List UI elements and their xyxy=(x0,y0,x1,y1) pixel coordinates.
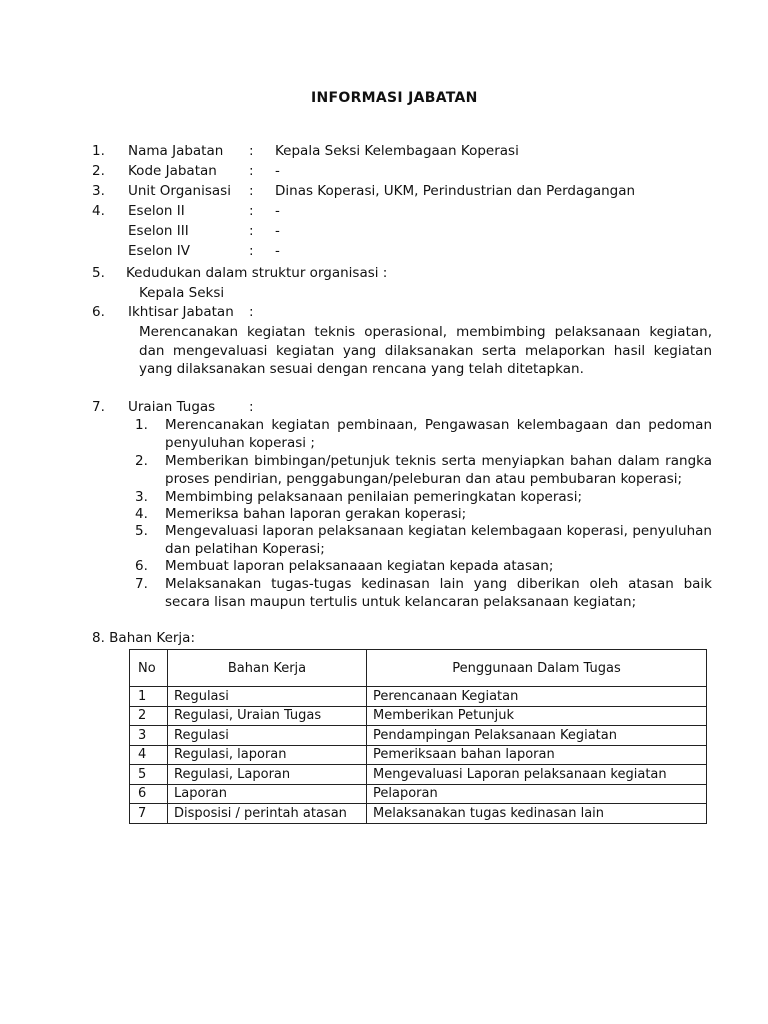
task-text: Memberikan bimbingan/petunjuk teknis serta menyiapkan bahan dalam rangka proses pendirian, penggabungan/peleburan dan atau pembubaran koperasi; xyxy=(165,453,712,487)
identity-value: - xyxy=(275,243,280,259)
identity-value: - xyxy=(275,223,280,239)
identity-num: 4. xyxy=(92,203,105,219)
cell-bahan: Laporan xyxy=(168,784,367,804)
cell-no: 1 xyxy=(130,687,168,707)
page-title: INFORMASI JABATAN xyxy=(311,90,478,106)
table-row xyxy=(130,706,707,726)
task-text: Membimbing pelaksanaan penilaian pemeringkatan koperasi; xyxy=(165,489,583,505)
task-num: 3. xyxy=(135,489,148,505)
table-row xyxy=(130,687,707,707)
ikhtisar-sep: : xyxy=(249,304,254,320)
cell-no: 7 xyxy=(130,804,168,824)
task-num: 6. xyxy=(135,558,148,574)
cell-penggunaan: Melaksanakan tugas kedinasan lain xyxy=(367,804,707,824)
uraian-sep: : xyxy=(249,399,254,415)
identity-value: - xyxy=(275,203,280,219)
header-bahan-kerja: Bahan Kerja xyxy=(168,650,367,687)
identity-value: Dinas Koperasi, UKM, Perindustrian dan Perdagangan xyxy=(275,183,636,199)
cell-no: 4 xyxy=(130,745,168,765)
identity-label: Nama Jabatan xyxy=(128,143,224,159)
cell-no: 5 xyxy=(130,765,168,785)
cell-penggunaan: Pemeriksaan bahan laporan xyxy=(367,745,707,765)
kedudukan-value: Kepala Seksi xyxy=(139,285,225,301)
cell-penggunaan: Pendampingan Pelaksanaan Kegiatan xyxy=(367,726,707,746)
cell-penggunaan: Mengevaluasi Laporan pelaksanaan kegiatan xyxy=(367,765,707,785)
task-num: 4. xyxy=(135,506,148,522)
cell-penggunaan: Pelaporan xyxy=(367,784,707,804)
identity-sep: : xyxy=(249,143,254,159)
identity-num: 3. xyxy=(92,183,105,199)
identity-sep: : xyxy=(249,203,254,219)
identity-label: Kode Jabatan xyxy=(128,163,217,179)
task-text: Membuat laporan pelaksanaaan kegiatan kepada atasan; xyxy=(165,558,554,574)
identity-label: Eselon II xyxy=(128,203,185,219)
table-row xyxy=(130,804,707,824)
cell-no: 6 xyxy=(130,784,168,804)
table-row xyxy=(130,765,707,785)
cell-bahan: Regulasi, laporan xyxy=(168,745,367,765)
task-num: 2. xyxy=(135,453,148,469)
kedudukan-num: 5. xyxy=(92,265,105,281)
identity-value: Kepala Seksi Kelembagaan Koperasi xyxy=(275,143,519,159)
cell-bahan: Regulasi xyxy=(168,726,367,746)
identity-sep: : xyxy=(249,183,254,199)
ikhtisar-text: Merencanakan kegiatan teknis operasional, membimbing pelaksanaan kegiatan, dan mengevaluasi kegiatan yang dilaksanakan serta melaporkan hasil kegiatan yang dilaksanakan sesuai dengan rencana yang telah ditetapkan. xyxy=(139,324,712,377)
task-num: 5. xyxy=(135,523,148,539)
kedudukan-label: Kedudukan dalam struktur organisasi : xyxy=(126,265,388,281)
identity-num: 2. xyxy=(92,163,105,179)
identity-label: Eselon IV xyxy=(128,243,190,259)
table-row xyxy=(130,784,707,804)
cell-penggunaan: Memberikan Petunjuk xyxy=(367,706,707,726)
cell-bahan: Disposisi / perintah atasan xyxy=(168,804,367,824)
table-row xyxy=(130,726,707,746)
identity-sep: : xyxy=(249,163,254,179)
bahan-kerja-table xyxy=(129,649,707,824)
cell-no: 2 xyxy=(130,706,168,726)
cell-penggunaan: Perencanaan Kegiatan xyxy=(367,687,707,707)
uraian-num: 7. xyxy=(92,399,105,415)
task-text: Merencanakan kegiatan pembinaan, Pengawasan kelembagaan dan pedoman penyuluhan koperasi ; xyxy=(165,417,712,451)
cell-bahan: Regulasi xyxy=(168,687,367,707)
uraian-label: Uraian Tugas xyxy=(128,399,216,415)
table-header-row xyxy=(130,650,707,687)
task-text: Mengevaluasi laporan pelaksanaan kegiatan kelembagaan koperasi, penyuluhan dan pelatihan Koperasi; xyxy=(165,523,712,557)
header-no: No xyxy=(130,650,168,687)
identity-sep: : xyxy=(249,243,254,259)
cell-bahan: Regulasi, Uraian Tugas xyxy=(168,706,367,726)
header-penggunaan: Penggunaan Dalam Tugas xyxy=(367,650,707,687)
table-row xyxy=(130,745,707,765)
bahan-kerja-heading: 8. Bahan Kerja: xyxy=(92,630,195,646)
task-text: Melaksanakan tugas-tugas kedinasan lain yang diberikan oleh atasan baik secara lisan maupun tertulis untuk kelancaran pelaksanaan kegiatan; xyxy=(165,576,712,610)
identity-label: Unit Organisasi xyxy=(128,183,231,199)
identity-value: - xyxy=(275,163,280,179)
task-text: Memeriksa bahan laporan gerakan koperasi; xyxy=(165,506,467,522)
identity-sep: : xyxy=(249,223,254,239)
cell-no: 3 xyxy=(130,726,168,746)
identity-num: 1. xyxy=(92,143,105,159)
task-num: 1. xyxy=(135,417,148,433)
ikhtisar-label: Ikhtisar Jabatan xyxy=(128,304,234,320)
ikhtisar-num: 6. xyxy=(92,304,105,320)
task-num: 7. xyxy=(135,576,148,592)
identity-label: Eselon III xyxy=(128,223,189,239)
cell-bahan: Regulasi, Laporan xyxy=(168,765,367,785)
